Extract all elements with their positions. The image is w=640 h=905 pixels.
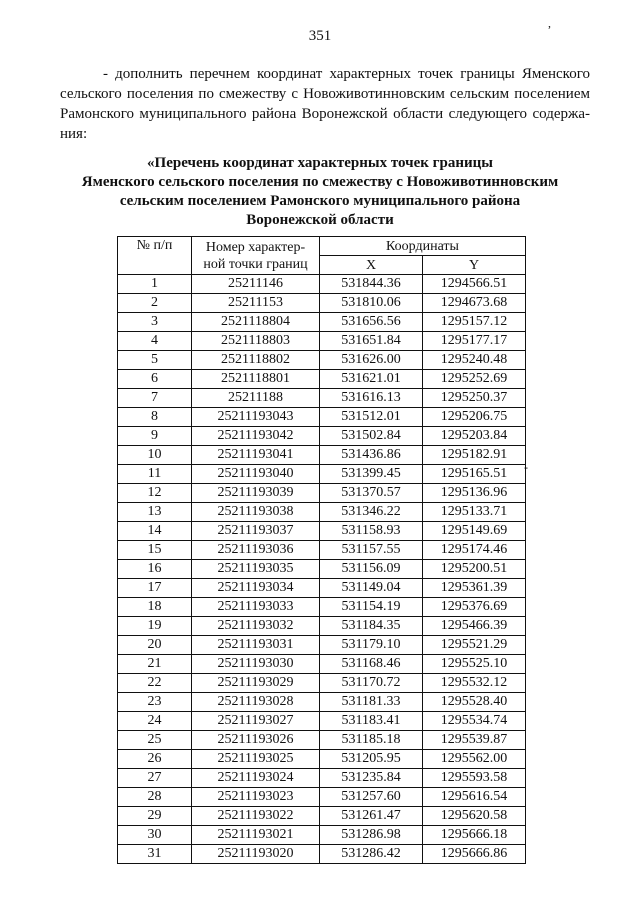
table-row: [118, 769, 526, 788]
table-row: [118, 503, 526, 522]
header-point-line2: ной точки границ: [203, 256, 308, 272]
table-body: [118, 275, 526, 864]
cell-point-id: 25211193043: [192, 408, 320, 427]
cell-num: 10: [118, 446, 192, 465]
title-line: сельским поселением Рамонского муниципального района: [119, 193, 521, 209]
cell-x: 531286.98: [320, 826, 423, 845]
cell-num: 7: [118, 389, 192, 408]
cell-x: 531158.93: [320, 522, 423, 541]
header-coords: Координаты: [320, 237, 526, 256]
table-row: [118, 579, 526, 598]
cell-point-id: 25211193027: [192, 712, 320, 731]
intro-line: Рамонского муниципального района Воронежской области следующего содержа-: [60, 106, 590, 122]
cell-x: 531436.86: [320, 446, 423, 465]
cell-y: 1295200.51: [423, 560, 526, 579]
cell-x: 531621.01: [320, 370, 423, 389]
cell-x: 531183.41: [320, 712, 423, 731]
table-row: [118, 693, 526, 712]
cell-point-id: 25211193030: [192, 655, 320, 674]
table-row: [118, 807, 526, 826]
cell-x: 531399.45: [320, 465, 423, 484]
cell-y: 1295133.71: [423, 503, 526, 522]
cell-num: 14: [118, 522, 192, 541]
cell-point-id: 25211193039: [192, 484, 320, 503]
cell-y: 1294566.51: [423, 275, 526, 294]
stray-mark: ,: [548, 16, 551, 30]
cell-point-id: 25211193020: [192, 845, 320, 864]
cell-x: 531651.84: [320, 332, 423, 351]
table-row: [118, 484, 526, 503]
table-row: [118, 845, 526, 864]
cell-point-id: 25211193032: [192, 617, 320, 636]
cell-point-id: 25211193041: [192, 446, 320, 465]
title-line: Яменского сельского поселения по смежеству с Новоживотинновским: [81, 174, 559, 190]
cell-point-id: 25211193022: [192, 807, 320, 826]
cell-x: 531626.00: [320, 351, 423, 370]
cell-point-id: 2521118801: [192, 370, 320, 389]
cell-y: 1295616.54: [423, 788, 526, 807]
cell-num: 6: [118, 370, 192, 389]
cell-point-id: 25211146: [192, 275, 320, 294]
cell-num: 31: [118, 845, 192, 864]
cell-x: 531656.56: [320, 313, 423, 332]
page-number: 351: [308, 28, 332, 44]
table-row: [118, 731, 526, 750]
title-line: «Перечень координат характерных точек границы: [147, 155, 493, 171]
cell-x: 531616.13: [320, 389, 423, 408]
table-row: [118, 370, 526, 389]
table-row: [118, 465, 526, 484]
cell-x: 531502.84: [320, 427, 423, 446]
cell-point-id: 25211193034: [192, 579, 320, 598]
cell-num: 13: [118, 503, 192, 522]
cell-point-id: 25211193037: [192, 522, 320, 541]
cell-num: 19: [118, 617, 192, 636]
cell-point-id: 25211193026: [192, 731, 320, 750]
cell-x: 531154.19: [320, 598, 423, 617]
cell-num: 11: [118, 465, 192, 484]
cell-point-id: 25211193024: [192, 769, 320, 788]
table-row: [118, 408, 526, 427]
document-title: [60, 154, 580, 230]
cell-num: 17: [118, 579, 192, 598]
stray-dot: -: [524, 460, 528, 474]
cell-point-id: 25211193040: [192, 465, 320, 484]
cell-y: 1295521.29: [423, 636, 526, 655]
cell-x: 531170.72: [320, 674, 423, 693]
table-row: [118, 541, 526, 560]
table-row: [118, 655, 526, 674]
cell-y: 1295620.58: [423, 807, 526, 826]
cell-point-id: 25211193035: [192, 560, 320, 579]
cell-y: 1295528.40: [423, 693, 526, 712]
cell-num: 18: [118, 598, 192, 617]
cell-x: 531157.55: [320, 541, 423, 560]
table-row: [118, 332, 526, 351]
table-row: [118, 560, 526, 579]
cell-point-id: 25211193023: [192, 788, 320, 807]
title-line: Воронежской области: [246, 212, 394, 228]
cell-num: 12: [118, 484, 192, 503]
cell-num: 23: [118, 693, 192, 712]
cell-point-id: 25211193029: [192, 674, 320, 693]
cell-x: 531156.09: [320, 560, 423, 579]
cell-y: 1295240.48: [423, 351, 526, 370]
cell-y: 1295666.86: [423, 845, 526, 864]
cell-point-id: 25211193033: [192, 598, 320, 617]
cell-y: 1295203.84: [423, 427, 526, 446]
cell-x: 531346.22: [320, 503, 423, 522]
cell-num: 5: [118, 351, 192, 370]
cell-point-id: 25211153: [192, 294, 320, 313]
cell-point-id: 25211193028: [192, 693, 320, 712]
table-row: [118, 636, 526, 655]
cell-num: 3: [118, 313, 192, 332]
cell-y: 1295206.75: [423, 408, 526, 427]
cell-x: 531257.60: [320, 788, 423, 807]
table-row: [118, 617, 526, 636]
cell-num: 4: [118, 332, 192, 351]
cell-y: 1295532.12: [423, 674, 526, 693]
cell-num: 27: [118, 769, 192, 788]
cell-y: 1295182.91: [423, 446, 526, 465]
header-y: Y: [423, 256, 526, 275]
table-row: [118, 313, 526, 332]
cell-y: 1295466.39: [423, 617, 526, 636]
table-row: [118, 351, 526, 370]
cell-point-id: 25211193038: [192, 503, 320, 522]
intro-line: ния:: [60, 126, 88, 142]
table-row: [118, 275, 526, 294]
cell-y: 1295165.51: [423, 465, 526, 484]
cell-num: 20: [118, 636, 192, 655]
cell-point-id: 2521118803: [192, 332, 320, 351]
table-row: [118, 522, 526, 541]
intro-paragraph: [60, 64, 590, 144]
header-x: X: [320, 256, 423, 275]
cell-y: 1295149.69: [423, 522, 526, 541]
cell-x: 531184.35: [320, 617, 423, 636]
table-row: [118, 826, 526, 845]
cell-x: 531181.33: [320, 693, 423, 712]
header-point: [192, 237, 320, 275]
cell-num: 22: [118, 674, 192, 693]
table-row: [118, 674, 526, 693]
cell-x: 531261.47: [320, 807, 423, 826]
cell-point-id: 25211193031: [192, 636, 320, 655]
intro-line: сельского поселения по смежеству с Новоживотинновским сельским поселением: [60, 86, 590, 102]
cell-point-id: 2521118804: [192, 313, 320, 332]
cell-x: 531370.57: [320, 484, 423, 503]
cell-x: 531179.10: [320, 636, 423, 655]
table-row: [118, 712, 526, 731]
table-row: [118, 427, 526, 446]
cell-num: 8: [118, 408, 192, 427]
cell-x: 531844.36: [320, 275, 423, 294]
table-row: [118, 294, 526, 313]
cell-y: 1295136.96: [423, 484, 526, 503]
cell-point-id: 2521118802: [192, 351, 320, 370]
cell-y: 1295539.87: [423, 731, 526, 750]
cell-x: 531810.06: [320, 294, 423, 313]
cell-x: 531235.84: [320, 769, 423, 788]
cell-num: 26: [118, 750, 192, 769]
header-point-line1: Номер характер-: [205, 239, 306, 255]
cell-num: 15: [118, 541, 192, 560]
cell-num: 9: [118, 427, 192, 446]
cell-x: 531286.42: [320, 845, 423, 864]
table-row: [118, 598, 526, 617]
cell-num: 28: [118, 788, 192, 807]
cell-y: 1295666.18: [423, 826, 526, 845]
cell-y: 1295177.17: [423, 332, 526, 351]
cell-point-id: 25211193025: [192, 750, 320, 769]
cell-y: 1295361.39: [423, 579, 526, 598]
cell-num: 30: [118, 826, 192, 845]
cell-x: 531205.95: [320, 750, 423, 769]
cell-x: 531168.46: [320, 655, 423, 674]
cell-x: 531512.01: [320, 408, 423, 427]
cell-y: 1295250.37: [423, 389, 526, 408]
header-num: № п/п: [118, 237, 192, 275]
cell-y: 1295593.58: [423, 769, 526, 788]
cell-point-id: 25211193042: [192, 427, 320, 446]
cell-y: 1295252.69: [423, 370, 526, 389]
cell-y: 1294673.68: [423, 294, 526, 313]
cell-y: 1295525.10: [423, 655, 526, 674]
table-row: [118, 788, 526, 807]
cell-num: 1: [118, 275, 192, 294]
cell-num: 25: [118, 731, 192, 750]
cell-x: 531149.04: [320, 579, 423, 598]
cell-y: 1295157.12: [423, 313, 526, 332]
cell-point-id: 25211193036: [192, 541, 320, 560]
table-row: [118, 389, 526, 408]
cell-y: 1295174.46: [423, 541, 526, 560]
intro-line: - дополнить перечнем координат характерных точек границы Яменского: [103, 66, 590, 82]
cell-point-id: 25211193021: [192, 826, 320, 845]
cell-y: 1295534.74: [423, 712, 526, 731]
cell-num: 2: [118, 294, 192, 313]
coordinates-table: [117, 236, 526, 864]
table-row: [118, 750, 526, 769]
cell-num: 21: [118, 655, 192, 674]
cell-num: 29: [118, 807, 192, 826]
cell-point-id: 25211188: [192, 389, 320, 408]
cell-y: 1295562.00: [423, 750, 526, 769]
cell-num: 24: [118, 712, 192, 731]
cell-y: 1295376.69: [423, 598, 526, 617]
cell-num: 16: [118, 560, 192, 579]
table-row: [118, 446, 526, 465]
cell-x: 531185.18: [320, 731, 423, 750]
